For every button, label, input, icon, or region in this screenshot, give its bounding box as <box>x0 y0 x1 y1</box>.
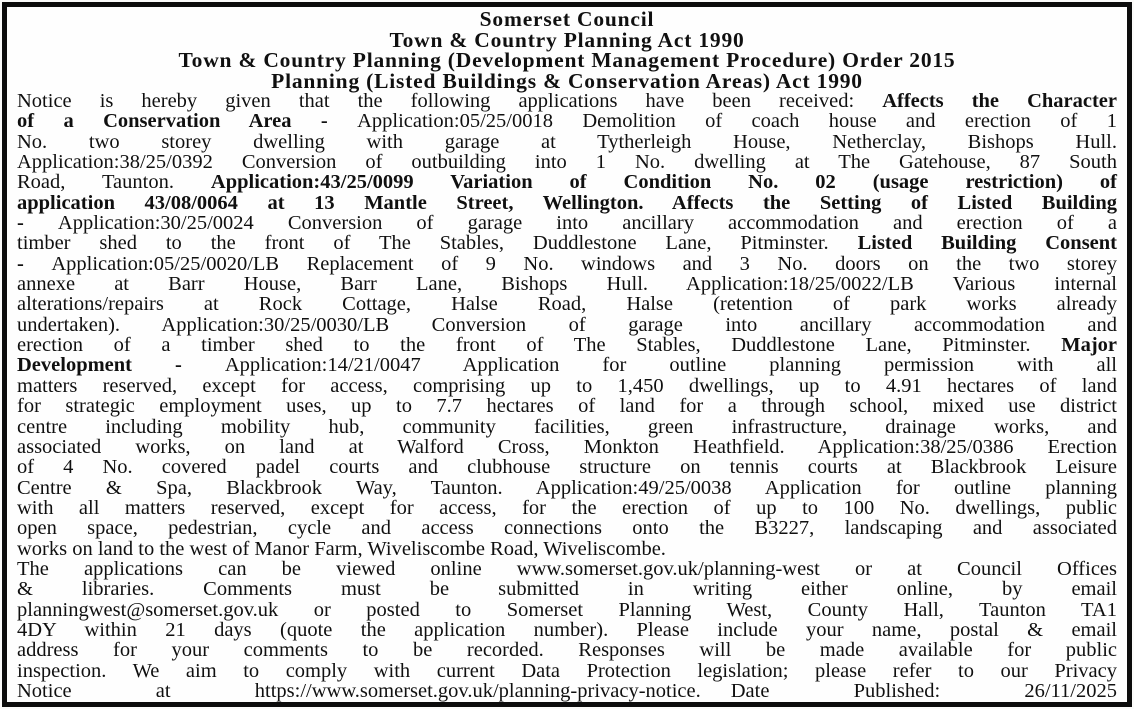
applications-line-13 <box>17 335 1117 355</box>
applications-line-11 <box>17 294 1117 314</box>
bold-text-segment: - <box>17 252 52 275</box>
notice-act-line-3: Planning (Listed Buildings & Conservation Areas) Act 1990 <box>271 68 863 93</box>
text-segment: Application:05/25/0020/LB Replacement of 9 No. windows and 3 No. doors on the two storey <box>51 252 1118 275</box>
text-segment: alterations/repairs at Rock Cottage, Halse Road, Halse (retention of park works already <box>17 293 1117 316</box>
contact-line-7 <box>17 681 1117 701</box>
applications-line-22 <box>17 518 1117 538</box>
bold-text-segment: Affects the Character <box>882 90 1118 112</box>
contact-line-3 <box>17 600 1117 620</box>
text-segment: for strategic employment uses, up to 7.7 hectares of land for a through school, mixed use district <box>17 395 1117 418</box>
text-segment: with all matters reserved, except for access, for the erection of up to 100 No. dwellings, public <box>17 496 1117 519</box>
bold-text-segment: - <box>17 212 58 235</box>
text-segment: Application:38/25/0392 Conversion of outbuilding into 1 No. dwelling at The Gatehouse, 87 South <box>17 151 1117 174</box>
bold-text-segment: application 43/08/0064 at 13 Mantle Street, Wellington. Affects the Setting of Listed Building <box>17 191 1117 214</box>
applications-line-21 <box>17 498 1117 518</box>
text-segment: & libraries. Comments must be submitted in writing either online, by email <box>17 578 1117 601</box>
contact-line-1 <box>17 559 1117 579</box>
applications-line-20 <box>17 478 1117 498</box>
applications-line-10 <box>17 274 1117 294</box>
text-segment: address for your comments to be recorded. Responses will be made available for public <box>17 639 1117 662</box>
notice-header <box>17 9 1117 91</box>
applications-line-4 <box>17 152 1117 172</box>
text-segment: planningwest@somerset.gov.uk or posted to Somerset Planning West, County Hall, Taunton TA1 <box>17 598 1117 621</box>
bold-text-segment: Listed Building Consent <box>857 232 1117 255</box>
contact-line-2 <box>17 579 1117 599</box>
text-segment: of 4 No. covered padel courts and clubhouse structure on tennis courts at Blackbrook Leisure <box>17 456 1117 479</box>
text-segment: annexe at Barr House, Barr Lane, Bishops Hull. Application:18/25/0022/LB Various internal <box>17 273 1117 296</box>
text-segment: Road, Taunton. <box>17 171 211 194</box>
contact-line-4 <box>17 620 1117 640</box>
text-segment: matters reserved, except for access, comprising up to 1,450 dwellings, up to 4.91 hectares of land <box>17 374 1117 397</box>
text-segment: undertaken). Application:30/25/0030/LB Conversion of garage into ancillary accommodation and <box>17 313 1117 336</box>
contact-line-6 <box>17 661 1117 681</box>
bold-text-segment: of a Conservation Area - <box>17 110 358 133</box>
notice-act-line-2: Town & Country Planning (Development Management Procedure) Order 2015 <box>178 48 956 72</box>
applications-line-3 <box>17 132 1117 152</box>
notice-act-line-1: Town & Country Planning Act 1990 <box>389 27 745 52</box>
notice-title: Somerset Council <box>479 7 655 31</box>
text-segment: Centre & Spa, Blackbrook Way, Taunton. Application:49/25/0038 Application for outline planning <box>17 476 1117 499</box>
applications-line-17 <box>17 417 1117 437</box>
bold-text-segment: Development - <box>17 354 225 377</box>
applications-line-23 <box>17 539 1117 559</box>
applications-line-6 <box>17 193 1117 213</box>
text-segment: Application:05/25/0018 Demolition of coach house and erection of 1 <box>357 110 1117 133</box>
applications-line-9 <box>17 254 1117 274</box>
applications-line-1 <box>17 91 1117 111</box>
applications-line-12 <box>17 315 1117 335</box>
applications-paragraph <box>17 91 1117 559</box>
text-segment: centre including mobility hub, community facilities, green infrastructure, drainage works, and <box>17 415 1117 438</box>
contact-paragraph <box>17 559 1117 701</box>
text-segment: Application:30/25/0024 Conversion of garage into ancillary accommodation and erection of a <box>57 212 1117 235</box>
text-segment: open space, pedestrian, cycle and access connections onto the B3227, landscaping and associated <box>17 517 1117 540</box>
bold-text-segment: Major <box>1061 334 1117 357</box>
applications-line-5 <box>17 172 1117 192</box>
text-segment: 4DY within 21 days (quote the application number). Please include your name, postal & email <box>17 618 1117 641</box>
applications-line-19 <box>17 457 1117 477</box>
applications-line-7 <box>17 213 1117 233</box>
applications-line-15 <box>17 376 1117 396</box>
applications-line-8 <box>17 233 1117 253</box>
public-notice <box>2 2 1132 707</box>
text-segment: Notice at https://www.somerset.gov.uk/planning-privacy-notice. <box>17 679 701 702</box>
contact-line-5 <box>17 640 1117 660</box>
text-segment: erection of a timber shed to the front of The Stables, Duddlestone Lane, Pitminster. <box>17 334 1062 357</box>
text-segment: associated works, on land at Walford Cross, Monkton Heathfield. Application:38/25/0386 Erection <box>17 435 1117 458</box>
text-segment: Application:14/21/0047 Application for outline planning permission with all <box>224 354 1117 377</box>
applications-line-16 <box>17 396 1117 416</box>
applications-line-2 <box>17 111 1117 131</box>
applications-line-18 <box>17 437 1117 457</box>
text-segment: works on land to the west of Manor Farm, Wiveliscombe Road, Wiveliscombe. <box>17 537 666 560</box>
text-segment: The applications can be viewed online www.somerset.gov.uk/planning-west or at Council Offices <box>17 557 1117 580</box>
text-segment: No. two storey dwelling with garage at Tytherleigh House, Netherclay, Bishops Hull. <box>17 130 1117 153</box>
text-segment: Notice is hereby given that the following applications have been received: <box>17 90 883 112</box>
text-segment: Date Published: 26/11/2025 <box>730 679 1117 702</box>
text-segment: inspection. We aim to comply with current Data Protection legislation; please refer to our Privacy <box>17 659 1117 682</box>
applications-line-14 <box>17 355 1117 375</box>
text-segment: timber shed to the front of The Stables, Duddlestone Lane, Pitminster. <box>17 232 858 255</box>
bold-text-segment: Application:43/25/0099 Variation of Condition No. 02 (usage restriction) of <box>210 171 1117 194</box>
